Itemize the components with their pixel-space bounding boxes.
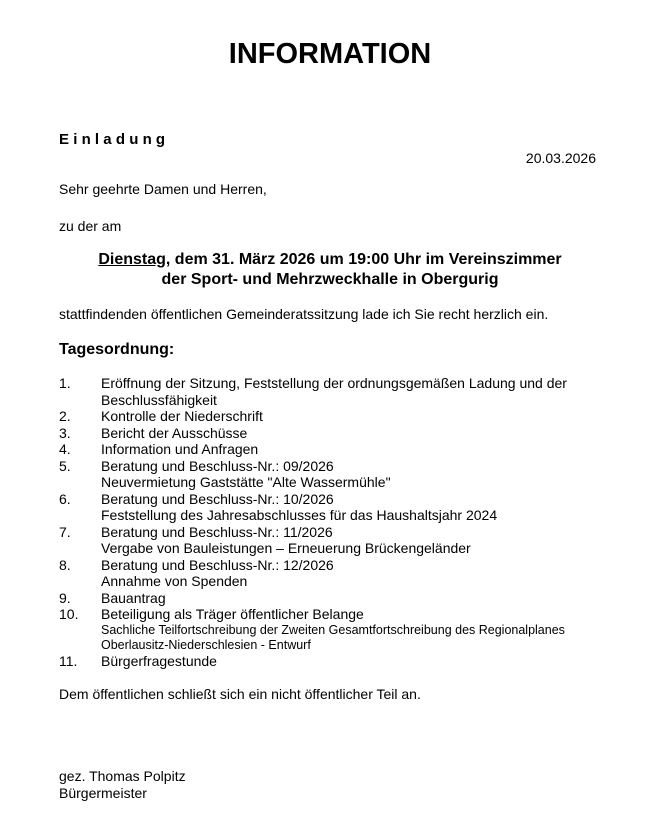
agenda-number: 10. (59, 606, 79, 622)
agenda-subtext: Annahme von Spenden (101, 573, 248, 589)
agenda-text: Beratung und Beschluss-Nr.: 10/2026 (101, 490, 334, 507)
signature-role: Bürgermeister (59, 785, 147, 801)
agenda-item (59, 375, 619, 408)
agenda-text: Kontrolle der Niederschrift (101, 408, 263, 424)
agenda-item (59, 458, 619, 491)
agenda-item (59, 653, 619, 670)
closing-text: Dem öffentlichen schließt sich ein nicht öffentlicher Teil an. (59, 686, 421, 702)
agenda-item (59, 524, 619, 557)
document-date: 20.03.2026 (525, 150, 596, 166)
agenda-number: 8. (59, 556, 71, 573)
agenda-item (59, 590, 619, 607)
agenda-text: Beratung und Beschluss-Nr.: 11/2026 (101, 523, 333, 540)
invitation-heading: Einladung (59, 131, 170, 148)
agenda-subtext: Feststellung des Jahresabschlusses für das Haushaltsjahr 2024 (101, 507, 498, 523)
agenda-text: Beteiligung als Träger öffentlicher Belange (101, 606, 364, 622)
signature-block (59, 768, 186, 802)
agenda-text: Bürgerfragestunde (101, 652, 217, 669)
agenda-subtext: Neuvermietung Gaststätte "Alte Wassermühle" (101, 474, 391, 490)
event-datetime-place: , dem 31. März 2026 um 19:00 Uhr im Vereinszimmer (165, 251, 562, 268)
agenda-item (59, 557, 619, 590)
agenda-number: 5. (59, 457, 71, 474)
event-line-1 (0, 250, 660, 270)
agenda-heading: Tagesordnung: (59, 341, 175, 358)
agenda-number: 1. (59, 375, 71, 391)
event-weekday: Dienstag (98, 251, 166, 268)
event-line-2: der Sport- und Mehrzweckhalle in Obergurig (161, 271, 499, 288)
agenda-text: Information und Anfragen (101, 441, 259, 457)
agenda-subtext: Vergabe von Bauleistungen – Erneuerung Brückengeländer (101, 540, 471, 556)
agenda-number: 4. (59, 441, 71, 457)
agenda-text: Bauantrag (101, 589, 166, 606)
agenda-text: Beratung und Beschluss-Nr.: 12/2026 (101, 556, 334, 573)
agenda-text: Bericht der Ausschüsse (101, 424, 248, 441)
agenda-list (59, 375, 619, 669)
agenda-number: 7. (59, 523, 71, 540)
agenda-item (59, 425, 619, 442)
signature-name: gez. Thomas Polpitz (59, 768, 186, 784)
salutation: Sehr geehrte Damen und Herren, (59, 181, 267, 197)
invitation-text: stattfindenden öffentlichen Gemeinderatssitzung lade ich Sie recht herzlich ein. (59, 306, 549, 322)
agenda-number: 3. (59, 424, 71, 441)
agenda-item (59, 408, 619, 425)
agenda-text: Eröffnung der Sitzung, Feststellung der ordnungsgemäßen Ladung und der Beschlussfähigkeit (101, 375, 567, 408)
agenda-number: 6. (59, 490, 71, 507)
agenda-item (59, 491, 619, 524)
intro-text: zu der am (59, 218, 122, 234)
agenda-number: 11. (59, 652, 78, 669)
agenda-item (59, 606, 619, 653)
event-details (0, 250, 660, 290)
agenda-number: 9. (59, 589, 71, 606)
agenda-text: Beratung und Beschluss-Nr.: 09/2026 (101, 457, 334, 474)
agenda-number: 2. (59, 408, 71, 424)
document-title: INFORMATION (228, 38, 432, 70)
agenda-item (59, 441, 619, 458)
agenda-subtext: Sachliche Teilfortschreibung der Zweiten Gesamtfortschreibung des Regionalplanes Oberlausitz-Niederschlesien - Entwurf (101, 622, 565, 652)
